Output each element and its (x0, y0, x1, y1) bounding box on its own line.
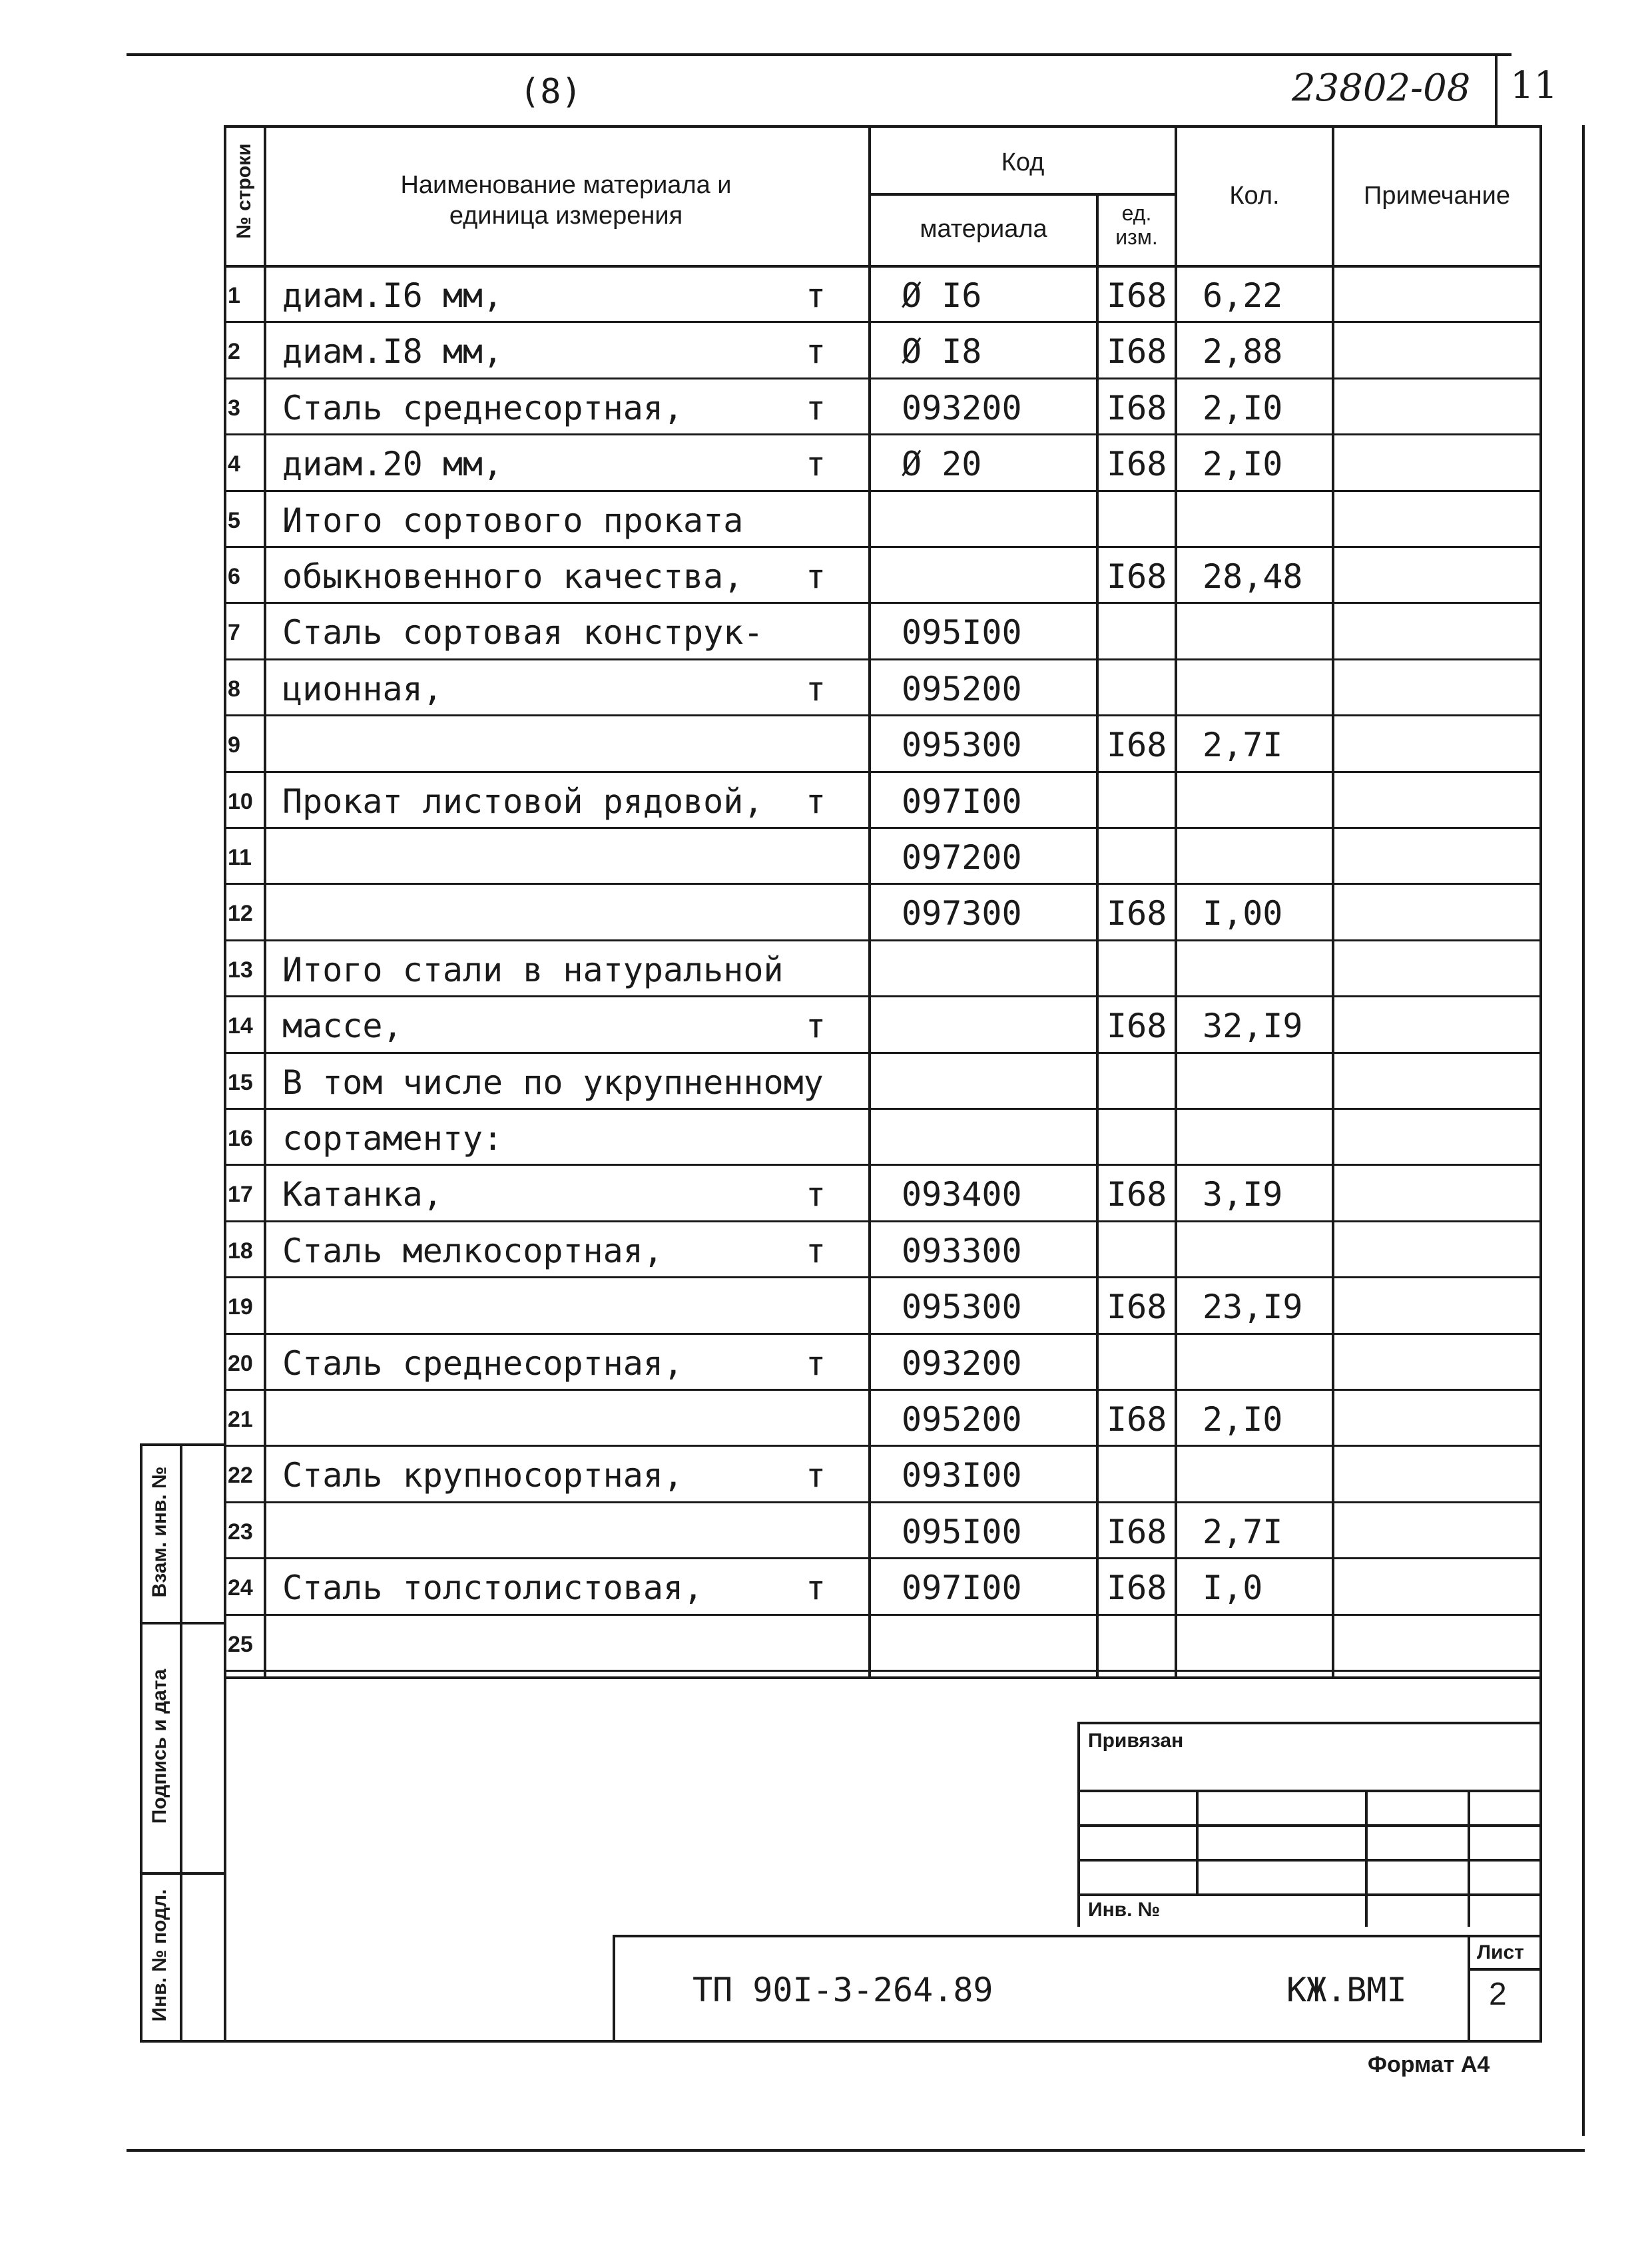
material-code: 093300 (902, 1231, 1022, 1270)
frame-bottom (224, 2040, 1542, 2043)
row-number: 25 (228, 1631, 253, 1657)
material-unit: т (806, 1007, 826, 1046)
unit-code: I68 (1107, 1512, 1167, 1551)
side-stamp-left (140, 1443, 142, 2043)
material-name: Катанка, (282, 1175, 443, 1214)
material-name: Сталь среднесортная, (282, 388, 684, 427)
stamp-sheet-label-line (1468, 1968, 1542, 1971)
quantity: 6,22 (1203, 276, 1283, 315)
material-code: 095I00 (902, 613, 1022, 652)
corner-divider (1495, 53, 1498, 126)
unit-code: I68 (1107, 557, 1167, 596)
row-number: 8 (228, 676, 240, 702)
row-separator (224, 1276, 1542, 1278)
material-name: обыкновенного качества, (282, 557, 744, 596)
material-name: сортаменту: (282, 1119, 503, 1158)
unit-code: I68 (1107, 332, 1167, 372)
header-top-line (224, 125, 1542, 128)
row-separator (224, 321, 1542, 323)
row-number: 15 (228, 1069, 253, 1095)
material-unit: т (806, 445, 826, 484)
bound-block-top (1077, 1722, 1542, 1724)
material-unit: т (806, 332, 826, 372)
material-name: Сталь мелкосортная, (282, 1231, 663, 1270)
row-separator (224, 1108, 1542, 1110)
row-separator (224, 1557, 1542, 1559)
material-name: диам.20 мм, (282, 445, 503, 484)
unit-code: I68 (1107, 1569, 1167, 1608)
row-number: 14 (228, 1013, 253, 1039)
row-separator (224, 602, 1542, 604)
col-header-code-unit-line1: ед. (1121, 201, 1152, 225)
material-name: Сталь среднесортная, (282, 1344, 684, 1383)
quantity: 2,I0 (1203, 388, 1283, 427)
bound-label: Привязан (1088, 1730, 1184, 1752)
row-number: 18 (228, 1238, 253, 1264)
code-subheader-line (868, 193, 1175, 196)
material-unit: т (806, 1456, 826, 1495)
quantity: I,0 (1203, 1569, 1263, 1608)
row-number: 22 (228, 1463, 253, 1489)
quantity: 32,I9 (1203, 1007, 1303, 1046)
quantity: 28,48 (1203, 557, 1303, 596)
stamp-top (613, 1935, 1542, 1937)
material-code: 093200 (902, 1344, 1022, 1383)
material-name: Итого стали в натуральной (282, 950, 784, 989)
col-header-code: Код (1001, 148, 1045, 176)
header-bottom-line (224, 265, 1542, 268)
col-divider-name (868, 125, 871, 1676)
col-header-name-line1: Наименование материала и (400, 171, 732, 199)
row-separator (224, 1052, 1542, 1054)
bound-row-line2 (1077, 1824, 1542, 1827)
material-name: Сталь сортовая конструк- (282, 613, 764, 652)
frame-left (224, 125, 226, 2043)
row-number: 3 (228, 395, 240, 421)
row-number: 16 (228, 1126, 253, 1151)
quantity: 2,I0 (1203, 1400, 1283, 1439)
row-number: 1 (228, 283, 240, 308)
unit-code: I68 (1107, 894, 1167, 933)
row-separator (224, 714, 1542, 716)
side-label-inv-replace: Взам. инв. № (148, 1466, 170, 1598)
bound-row-line4 (1077, 1893, 1542, 1896)
material-name: Сталь толстолистовая, (282, 1569, 704, 1608)
row-number: 23 (228, 1519, 253, 1545)
material-code: 093200 (902, 388, 1022, 427)
row-number: 20 (228, 1350, 253, 1376)
unit-code: I68 (1107, 276, 1167, 315)
side-stamp-split1 (140, 1622, 225, 1624)
doc-number: 23802-08 (1292, 67, 1471, 110)
row-number: 9 (228, 732, 240, 758)
material-code: 097300 (902, 894, 1022, 933)
row-separator (224, 546, 1542, 548)
bound-row-line3 (1077, 1859, 1542, 1862)
table-bottom-line (224, 1676, 1542, 1679)
row-number: 2 (228, 339, 240, 365)
col-header-qty: Кол. (1229, 182, 1280, 210)
material-unit: т (806, 276, 826, 315)
unit-code: I68 (1107, 1175, 1167, 1214)
frame-right (1539, 125, 1542, 1676)
material-code: Ø I6 (902, 276, 982, 315)
material-code: 095200 (902, 669, 1022, 708)
row-separator (224, 1445, 1542, 1447)
col-header-code-unit-line2: изм. (1115, 225, 1158, 249)
material-unit: т (806, 557, 826, 596)
row-number: 7 (228, 620, 240, 646)
stamp-sheet-divider (1468, 1935, 1470, 2043)
col-divider-code (1096, 193, 1099, 1676)
material-code: 095200 (902, 1400, 1022, 1439)
material-unit: т (806, 388, 826, 427)
row-separator (224, 1164, 1542, 1166)
row-separator (224, 658, 1542, 660)
material-unit: т (806, 782, 826, 821)
row-number: 13 (228, 957, 253, 983)
material-code: 093I00 (902, 1456, 1022, 1495)
page-marker: (8) (519, 72, 582, 112)
material-name: В том числе по укрупненному (282, 1063, 824, 1102)
row-number: 17 (228, 1182, 253, 1208)
doc-code: ТП 90I-3-264.89 (692, 1971, 993, 2009)
unit-code: I68 (1107, 388, 1167, 427)
quantity: 2,88 (1203, 332, 1283, 372)
col-divider-rowno (264, 125, 266, 1676)
col-divider-qty (1332, 125, 1334, 1676)
row-number: 5 (228, 507, 240, 533)
material-code: Ø 20 (902, 445, 982, 484)
row-separator (224, 1670, 1542, 1672)
material-name: Итого сортового проката (282, 501, 744, 540)
row-separator (224, 827, 1542, 829)
material-code: 095300 (902, 726, 1022, 765)
format-label: Формат А4 (1368, 2052, 1490, 2077)
stamp-left (613, 1935, 615, 2043)
row-number: 11 (228, 845, 252, 870)
row-number: 19 (228, 1294, 253, 1320)
quantity: 3,I9 (1203, 1175, 1283, 1214)
quantity: I,00 (1203, 894, 1283, 933)
side-label-sign-date: Подпись и дата (148, 1668, 170, 1824)
unit-code: I68 (1107, 1288, 1167, 1327)
row-separator (224, 995, 1542, 997)
side-label-inv-original: Инв. № подл. (148, 1889, 170, 2022)
material-code: 097200 (902, 838, 1022, 877)
row-separator (224, 490, 1542, 492)
bound-col2 (1365, 1790, 1368, 1927)
material-name: Сталь крупносортная, (282, 1456, 684, 1495)
section-code: КЖ.ВМI (1286, 1971, 1407, 2009)
row-separator (224, 1333, 1542, 1335)
row-separator (224, 1501, 1542, 1503)
material-name: массе, (282, 1007, 403, 1046)
material-name: Прокат листовой рядовой, (282, 782, 764, 821)
row-number: 6 (228, 564, 240, 589)
material-name: ционная, (282, 669, 443, 708)
material-name: диам.I8 мм, (282, 332, 503, 372)
page-bottom-rule (127, 2149, 1585, 2152)
material-unit: т (806, 1231, 826, 1270)
row-number: 10 (228, 788, 253, 814)
bound-col1 (1196, 1790, 1199, 1893)
quantity: 2,7I (1203, 726, 1283, 765)
row-separator (224, 939, 1542, 941)
unit-code: I68 (1107, 1400, 1167, 1439)
row-number: 24 (228, 1575, 253, 1601)
row-number: 12 (228, 901, 253, 927)
row-separator (224, 1614, 1542, 1616)
sheet-corner-number: 11 (1510, 64, 1558, 107)
unit-code: I68 (1107, 445, 1167, 484)
material-unit: т (806, 1344, 826, 1383)
row-number: 21 (228, 1407, 253, 1432)
material-unit: т (806, 1569, 826, 1608)
bound-col3 (1468, 1790, 1470, 1927)
col-header-name-line2: единица измерения (449, 202, 683, 230)
col-header-row-number: № строки (233, 143, 255, 239)
col-divider-unit (1175, 125, 1177, 1676)
row-separator (224, 377, 1542, 379)
sheet-number: 2 (1489, 1977, 1507, 2012)
material-code: 097I00 (902, 782, 1022, 821)
top-rule (127, 53, 1512, 56)
quantity: 23,I9 (1203, 1288, 1303, 1327)
page-right-rule (1582, 125, 1585, 2136)
inv-label: Инв. № (1088, 1899, 1161, 1921)
unit-code: I68 (1107, 726, 1167, 765)
side-stamp-middle (180, 1443, 182, 2043)
material-code: 095I00 (902, 1512, 1022, 1551)
material-code: 093400 (902, 1175, 1022, 1214)
bound-row-line1 (1077, 1790, 1542, 1792)
sheet-label: Лист (1477, 1941, 1524, 1963)
row-separator (224, 1389, 1542, 1391)
quantity: 2,7I (1203, 1512, 1283, 1551)
material-unit: т (806, 669, 826, 708)
quantity: 2,I0 (1203, 445, 1283, 484)
material-code: 095300 (902, 1288, 1022, 1327)
row-separator (224, 771, 1542, 773)
col-header-note: Примечание (1364, 182, 1510, 210)
row-separator (224, 883, 1542, 885)
material-unit: т (806, 1175, 826, 1214)
material-code: 097I00 (902, 1569, 1022, 1608)
unit-code: I68 (1107, 1007, 1167, 1046)
material-code: Ø I8 (902, 332, 982, 372)
material-name: диам.I6 мм, (282, 276, 503, 315)
row-separator (224, 433, 1542, 435)
row-separator (224, 1220, 1542, 1222)
col-header-code-material: материала (920, 215, 1047, 243)
row-number: 4 (228, 451, 240, 477)
